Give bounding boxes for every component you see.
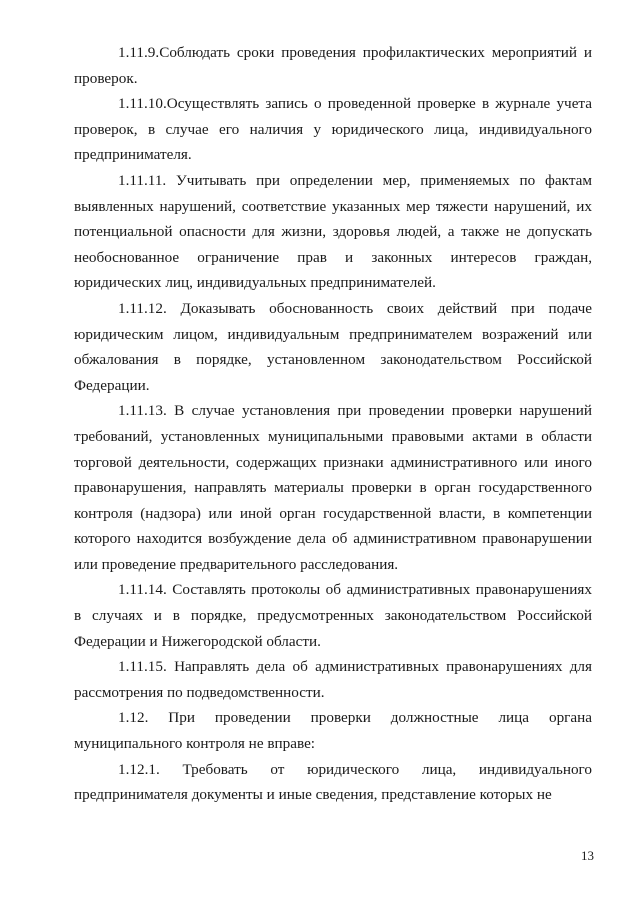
paragraph-1-11-13: 1.11.13. В случае установления при проведении проверки нарушений требований, установленных муниципальными правовыми актами в области торговой деятельности, содержащих признаки административного или иного правонарушения, направлять материалы проверки в орган государственного контроля (надзора) или иной орган государственной власти, в компетенции которого находится возбуждение дела об административном правонарушении или проведение предварительного расследования. [74, 402, 592, 573]
paragraph-1-11-9: 1.11.9.Соблюдать сроки проведения профилактических мероприятий и проверок. [74, 44, 592, 87]
paragraph-1-11-15: 1.11.15. Направлять дела об административных правонарушениях для рассмотрения по подведомственности. [74, 658, 592, 701]
page-number: 13 [581, 848, 594, 863]
paragraph-1-11-10: 1.11.10.Осуществлять запись о проведенной проверке в журнале учета проверок, в случае его наличия у юридического лица, индивидуального предпринимателя. [74, 95, 592, 164]
paragraph-1-11-11: 1.11.11. Учитывать при определении мер, применяемых по фактам выявленных нарушений, соответствие указанных мер тяжести нарушений, их потенциальной опасности для жизни, здоровья людей, а также не допускать необоснованное ограничение прав и законных интересов граждан, юридических лиц, индивидуальных предпринимателей. [74, 171, 592, 292]
paragraph-1-12: 1.12. При проведении проверки должностные лица органа муниципального контроля не вправе: [74, 709, 592, 753]
paragraph-1-12-1: 1.12.1. Требовать от юридического лица, индивидуального предпринимателя документы и иные сведения, представление которых не [74, 760, 592, 804]
paragraph-1-11-12: 1.11.12. Доказывать обоснованность своих действий при подаче юридическим лицом, индивидуальным предпринимателем возражений или обжалования в порядке, установленном законодательством Российской Федерации. [74, 299, 592, 394]
paragraph-1-11-14: 1.11.14. Составлять протоколы об административных правонарушениях в случаях и в порядке, предусмотренных законодательством Российской Федерации и Нижегородской области. [74, 581, 592, 650]
document-page [74, 40, 592, 808]
